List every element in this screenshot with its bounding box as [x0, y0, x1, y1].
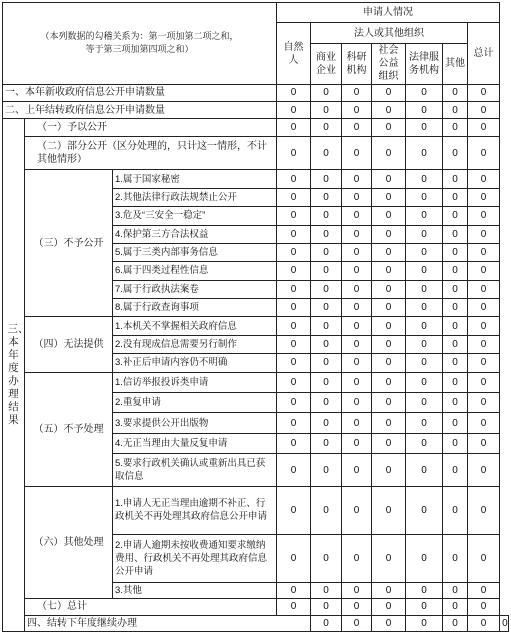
cell-value: 0	[468, 372, 500, 392]
cell-value: 0	[443, 433, 468, 453]
cell-value: 0	[277, 119, 311, 136]
row-label: 1.信访举报投诉类申请	[113, 372, 277, 392]
cell-value: 0	[311, 433, 342, 453]
row-group-label: （四）无法提供	[25, 317, 113, 372]
cell-value: 0	[406, 102, 443, 119]
row-label: （二）部分公开（区分处理的，只计这一情形，不计其他情形）	[25, 136, 277, 170]
cell-value: 0	[277, 392, 311, 412]
cell-value: 0	[372, 207, 406, 225]
table-row	[3, 102, 509, 119]
cell-value: 0	[311, 354, 342, 372]
cell-value: 0	[406, 582, 443, 598]
table-row	[3, 136, 509, 170]
cell-value: 0	[372, 354, 406, 372]
cell-value: 0	[277, 136, 311, 170]
row-label: 5.属于三类内部事务信息	[113, 243, 277, 261]
cell-value: 0	[372, 280, 406, 298]
row-label: 2.重复申请	[113, 392, 277, 412]
cell-value: 0	[468, 136, 500, 170]
cell-value: 0	[443, 170, 468, 188]
cell-value: 0	[468, 582, 500, 598]
cell-value: 0	[342, 262, 372, 280]
row-label: 3.其他	[113, 582, 277, 598]
cell-value: 0	[342, 335, 372, 353]
cell-value: 0	[311, 413, 342, 433]
cell-value: 0	[372, 454, 406, 487]
row-label: （一）予以公开	[25, 119, 277, 136]
cell-value: 0	[311, 582, 342, 598]
cell-value: 0	[342, 225, 372, 243]
cell-value: 0	[406, 207, 443, 225]
cell-value: 0	[468, 392, 500, 412]
cell-value: 0	[468, 170, 500, 188]
cell-value: 0	[277, 335, 311, 353]
cell-value: 0	[311, 170, 342, 188]
cell-value: 0	[311, 102, 342, 119]
cell-value: 0	[468, 243, 500, 261]
commercial-header: 商业企业	[311, 43, 342, 84]
cell-value: 0	[277, 262, 311, 280]
cell-value: 0	[311, 84, 342, 101]
cell-value: 0	[277, 534, 311, 582]
row-label: 4.无正当理由大量反复申请	[113, 433, 277, 453]
cell-value: 0	[277, 454, 311, 487]
cell-value: 0	[311, 243, 342, 261]
cell-value: 0	[277, 188, 311, 206]
natural-person-header: 自然人	[277, 23, 311, 84]
cell-value: 0	[372, 170, 406, 188]
legal-org-header: 法人或其他组织	[311, 23, 468, 43]
cell-value: 0	[311, 335, 342, 353]
cell-value: 0	[372, 119, 406, 136]
cell-value: 0	[277, 372, 311, 392]
cell-value: 0	[372, 188, 406, 206]
cell-value: 0	[311, 262, 342, 280]
relation-note-line2: 等于第三项加第四项之和）	[85, 44, 194, 55]
cell-value: 0	[406, 119, 443, 136]
cell-value: 0	[372, 392, 406, 412]
cell-value: 0	[277, 486, 311, 534]
table-row	[3, 317, 509, 335]
row-label: 6.属于四类过程性信息	[113, 262, 277, 280]
cell-value: 0	[443, 354, 468, 372]
cell-value: 0	[311, 188, 342, 206]
relation-note-line1: （本列数据的勾稽关系为：第一项加第二项之和，	[40, 31, 239, 42]
row-label: 1.本机关不掌握相关政府信息	[113, 317, 277, 335]
cell-value: 0	[406, 170, 443, 188]
cell-value: 0	[406, 188, 443, 206]
row-label: 2.其他法律行政法规禁止公开	[113, 188, 277, 206]
cell-value: 0	[342, 280, 372, 298]
cell-value: 0	[277, 225, 311, 243]
cell-value: 0	[468, 413, 500, 433]
cell-value: 0	[372, 84, 406, 101]
cell-value: 0	[342, 392, 372, 412]
cell-value: 0	[342, 433, 372, 453]
cell-value: 0	[311, 119, 342, 136]
row-label: 2.申请人逾期未按收费通知要求缴纳费用、行政机关不再处理其政府信息公开申请	[113, 534, 277, 582]
cell-value: 0	[468, 433, 500, 453]
cell-value: 0	[311, 280, 342, 298]
cell-value: 0	[342, 119, 372, 136]
row-label: 2.没有现成信息需要另行制作	[113, 335, 277, 353]
row-group-label: （六）其他处理	[25, 486, 113, 598]
cell-value: 0	[311, 534, 342, 582]
cell-value: 0	[468, 317, 500, 335]
cell-value: 0	[372, 615, 406, 631]
cell-value: 0	[443, 207, 468, 225]
cell-value: 0	[443, 413, 468, 433]
cell-value: 0	[277, 102, 311, 119]
section-three-label	[3, 119, 29, 632]
cell-value: 0	[277, 317, 311, 335]
cell-value: 0	[342, 317, 372, 335]
cell-value: 0	[443, 119, 468, 136]
cell-value: 0	[468, 119, 500, 136]
row-label: 1.属于国家秘密	[113, 170, 277, 188]
row-group-label: （三）不予公开	[25, 170, 113, 317]
total-header: 总计	[468, 23, 500, 84]
cell-value: 0	[443, 599, 468, 615]
row-label: 8.属于行政查询事项	[113, 299, 277, 317]
cell-value: 0	[372, 136, 406, 170]
cell-value: 0	[372, 262, 406, 280]
cell-value: 0	[406, 413, 443, 433]
cell-value: 0	[342, 136, 372, 170]
cell-value: 0	[406, 372, 443, 392]
cell-value: 0	[468, 84, 500, 101]
research-header: 科研机构	[342, 43, 372, 84]
cell-value: 0	[406, 335, 443, 353]
row-label: 1.申请人无正当理由逾期不补正、行政机关不再处理其政府信息公开申请	[113, 486, 277, 534]
row-label: 5.要求行政机关确认或重新出具已获取信息	[113, 454, 277, 487]
cell-value: 0	[406, 84, 443, 101]
row-label: 3.要求提供公开出版物	[113, 413, 277, 433]
cell-value: 0	[372, 486, 406, 534]
cell-value: 0	[372, 433, 406, 453]
table-row	[3, 615, 509, 631]
cell-value: 0	[342, 454, 372, 487]
row-label: 3.危及“三安全一稳定”	[113, 207, 277, 225]
cell-value: 0	[311, 136, 342, 170]
cell-value: 0	[406, 354, 443, 372]
cell-value: 0	[443, 335, 468, 353]
cell-value: 0	[443, 534, 468, 582]
cell-value: 0	[372, 335, 406, 353]
cell-value: 0	[406, 299, 443, 317]
cell-value: 0	[277, 280, 311, 298]
row-label: 一、本年新收政府信息公开申请数量	[3, 84, 277, 101]
cell-value: 0	[342, 299, 372, 317]
row-label: 四、结转下年度继续办理	[25, 615, 311, 631]
cell-value: 0	[311, 615, 342, 631]
cell-value: 0	[277, 243, 311, 261]
cell-value: 0	[372, 372, 406, 392]
cell-value: 0	[468, 534, 500, 582]
relation-note	[3, 3, 277, 85]
cell-value: 0	[443, 317, 468, 335]
cell-value: 0	[342, 599, 372, 615]
cell-value: 0	[443, 582, 468, 598]
cell-value: 0	[372, 243, 406, 261]
cell-value: 0	[406, 486, 443, 534]
cell-value: 0	[372, 534, 406, 582]
table-row	[3, 486, 509, 534]
cell-value: 0	[406, 599, 443, 615]
cell-value: 0	[406, 392, 443, 412]
cell-value: 0	[406, 280, 443, 298]
cell-value: 0	[443, 136, 468, 170]
cell-value: 0	[372, 299, 406, 317]
applicant-info-header: 申请人情况	[277, 3, 500, 23]
row-label: 二、上年结转政府信息公开申请数量	[3, 102, 277, 119]
cell-value: 0	[311, 454, 342, 487]
cell-value: 0	[468, 262, 500, 280]
cell-value: 0	[277, 599, 311, 615]
cell-value: 0	[406, 615, 443, 631]
cell-value: 0	[406, 225, 443, 243]
cell-value: 0	[443, 225, 468, 243]
cell-value: 0	[311, 299, 342, 317]
cell-value: 0	[468, 188, 500, 206]
cell-value: 0	[468, 354, 500, 372]
cell-value: 0	[342, 413, 372, 433]
cell-value: 0	[342, 102, 372, 119]
cell-value: 0	[468, 486, 500, 534]
cell-value: 0	[372, 599, 406, 615]
cell-value: 0	[443, 280, 468, 298]
cell-value: 0	[342, 534, 372, 582]
cell-value: 0	[277, 207, 311, 225]
cell-value: 0	[468, 299, 500, 317]
cell-value: 0	[443, 299, 468, 317]
cell-value: 0	[468, 225, 500, 243]
cell-value: 0	[277, 170, 311, 188]
table-row	[3, 119, 509, 136]
cell-value: 0	[311, 392, 342, 412]
cell-value: 0	[311, 207, 342, 225]
table-row	[3, 84, 509, 101]
cell-value: 0	[342, 188, 372, 206]
section-three-text: 三、本年度办理结果	[7, 323, 29, 427]
cell-value: 0	[372, 225, 406, 243]
cell-value: 0	[342, 207, 372, 225]
cell-value: 0	[406, 136, 443, 170]
cell-value: 0	[468, 335, 500, 353]
cell-value: 0	[406, 534, 443, 582]
cell-value: 0	[372, 102, 406, 119]
cell-value: 0	[277, 433, 311, 453]
cell-value: 0	[406, 454, 443, 487]
cell-value: 0	[311, 225, 342, 243]
cell-value: 0	[443, 372, 468, 392]
cell-value: 0	[342, 486, 372, 534]
cell-value: 0	[311, 486, 342, 534]
cell-value: 0	[406, 433, 443, 453]
gov-info-disclosure-table	[2, 2, 509, 632]
row-label: 4.保护第三方合法权益	[113, 225, 277, 243]
cell-value: 0	[406, 262, 443, 280]
cell-value: 0	[311, 317, 342, 335]
cell-value: 0	[277, 413, 311, 433]
cell-value: 0	[277, 582, 311, 598]
cell-value: 0	[468, 207, 500, 225]
cell-value: 0	[342, 354, 372, 372]
cell-value: 0	[372, 582, 406, 598]
social-welfare-header: 社会公益组织	[372, 43, 406, 84]
cell-value: 0	[443, 615, 468, 631]
cell-value: 0	[443, 102, 468, 119]
cell-value: 0	[443, 84, 468, 101]
cell-value: 0	[406, 317, 443, 335]
cell-value: 0	[372, 317, 406, 335]
row-label: 7.属于行政执法案卷	[113, 280, 277, 298]
table-row	[3, 599, 509, 615]
cell-value: 0	[443, 188, 468, 206]
cell-value: 0	[311, 599, 342, 615]
row-label: 3.补正后申请内容仍不明确	[113, 354, 277, 372]
cell-value: 0	[342, 84, 372, 101]
legal-service-header: 法律服务机构	[406, 43, 443, 84]
cell-value: 0	[342, 243, 372, 261]
cell-value: 0	[342, 170, 372, 188]
cell-value: 0	[277, 84, 311, 101]
cell-value: 0	[342, 582, 372, 598]
cell-value: 0	[342, 615, 372, 631]
cell-value: 0	[277, 354, 311, 372]
table-row	[3, 372, 509, 392]
row-label: （七）总计	[25, 599, 277, 615]
cell-value: 0	[443, 454, 468, 487]
cell-value: 0	[443, 262, 468, 280]
cell-value: 0	[500, 615, 509, 631]
cell-value: 0	[468, 102, 500, 119]
table-row	[3, 170, 509, 188]
cell-value: 0	[468, 599, 500, 615]
other-header: 其他	[443, 43, 468, 84]
cell-value: 0	[443, 243, 468, 261]
row-group-label: （五）不予处理	[25, 372, 113, 486]
cell-value: 0	[277, 299, 311, 317]
cell-value: 0	[443, 392, 468, 412]
cell-value: 0	[342, 372, 372, 392]
cell-value: 0	[311, 372, 342, 392]
cell-value: 0	[443, 486, 468, 534]
cell-value: 0	[372, 413, 406, 433]
cell-value: 0	[406, 243, 443, 261]
cell-value: 0	[468, 454, 500, 487]
cell-value: 0	[468, 615, 500, 631]
cell-value: 0	[468, 280, 500, 298]
